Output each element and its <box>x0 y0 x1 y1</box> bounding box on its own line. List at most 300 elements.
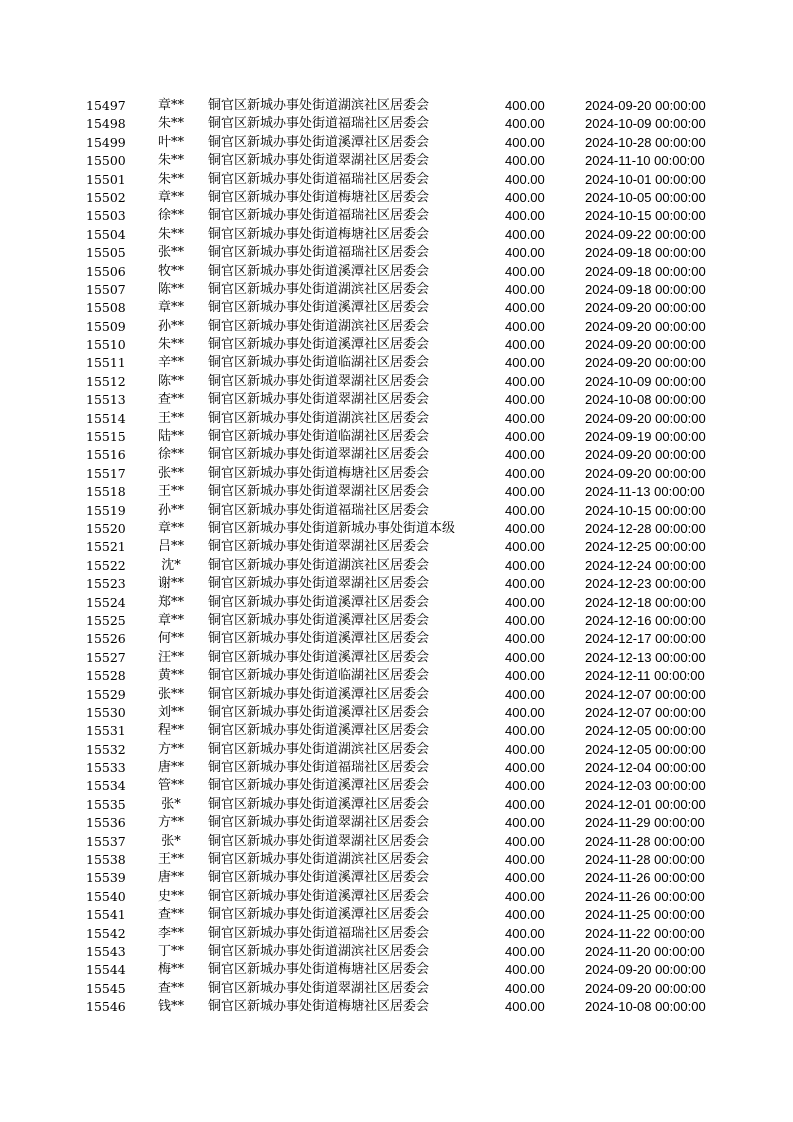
amount: 400.00 <box>505 576 545 592</box>
amount: 400.00 <box>505 355 545 371</box>
amount: 400.00 <box>505 741 545 757</box>
person-name: 张** <box>157 686 184 702</box>
organization: 铜官区新城办事处街道翠湖社区居委会 <box>208 153 430 169</box>
issue-date: 2024-10-01 00:00:00 <box>585 171 706 187</box>
issue-date: 2024-12-18 00:00:00 <box>585 594 706 610</box>
organization: 铜官区新城办事处街道福瑞社区居委会 <box>208 925 430 941</box>
record-id: 15510 <box>86 337 126 353</box>
organization: 铜官区新城办事处街道梅塘社区居委会 <box>208 999 430 1015</box>
amount: 400.00 <box>505 760 545 776</box>
record-id: 15513 <box>86 392 126 408</box>
table-row <box>0 741 793 759</box>
organization: 铜官区新城办事处街道福瑞社区居委会 <box>208 208 430 224</box>
organization: 铜官区新城办事处街道翠湖社区居委会 <box>208 373 430 389</box>
person-name: 张** <box>157 245 184 261</box>
amount: 400.00 <box>505 943 545 959</box>
issue-date: 2024-12-07 00:00:00 <box>585 704 706 720</box>
issue-date: 2024-10-15 00:00:00 <box>585 208 706 224</box>
table-row <box>0 152 793 170</box>
record-id: 15519 <box>86 502 126 518</box>
organization: 铜官区新城办事处街道湖滨社区居委会 <box>208 557 430 573</box>
record-id: 15536 <box>86 815 126 831</box>
organization: 铜官区新城办事处街道湖滨社区居委会 <box>208 852 430 868</box>
organization: 铜官区新城办事处街道福瑞社区居委会 <box>208 760 430 776</box>
person-name: 方** <box>157 741 184 757</box>
table-row <box>0 502 793 520</box>
amount: 400.00 <box>505 116 545 132</box>
organization: 铜官区新城办事处街道溪潭社区居委会 <box>208 723 430 739</box>
amount: 400.00 <box>505 245 545 261</box>
person-name: 王** <box>157 410 184 426</box>
issue-date: 2024-12-05 00:00:00 <box>585 723 706 739</box>
organization: 铜官区新城办事处街道新城办事处街道本级 <box>208 520 456 536</box>
issue-date: 2024-10-08 00:00:00 <box>585 999 706 1015</box>
table-row <box>0 888 793 906</box>
person-name: 李** <box>157 925 184 941</box>
issue-date: 2024-09-20 00:00:00 <box>585 318 706 334</box>
organization: 铜官区新城办事处街道翠湖社区居委会 <box>208 815 430 831</box>
organization: 铜官区新城办事处街道溪潭社区居委会 <box>208 300 430 316</box>
issue-date: 2024-12-01 00:00:00 <box>585 796 706 812</box>
table-row <box>0 869 793 887</box>
record-id: 15526 <box>86 631 126 647</box>
organization: 铜官区新城办事处街道溪潭社区居委会 <box>208 796 430 812</box>
issue-date: 2024-09-20 00:00:00 <box>585 300 706 316</box>
person-name: 沈* <box>161 557 181 573</box>
amount: 400.00 <box>505 502 545 518</box>
amount: 400.00 <box>505 557 545 573</box>
person-name: 辛** <box>157 355 184 371</box>
amount: 400.00 <box>505 704 545 720</box>
record-id: 15535 <box>86 796 126 812</box>
record-id: 15505 <box>86 245 126 261</box>
table-row <box>0 373 793 391</box>
table-row <box>0 851 793 869</box>
organization: 铜官区新城办事处街道溪潭社区居委会 <box>208 649 430 665</box>
table-row <box>0 704 793 722</box>
person-name: 朱** <box>157 153 184 169</box>
person-name: 章** <box>157 520 184 536</box>
record-id: 15517 <box>86 465 126 481</box>
person-name: 朱** <box>157 337 184 353</box>
amount: 400.00 <box>505 189 545 205</box>
person-name: 章** <box>157 189 184 205</box>
person-name: 张* <box>161 833 181 849</box>
table-row <box>0 594 793 612</box>
organization: 铜官区新城办事处街道溪潭社区居委会 <box>208 134 430 150</box>
organization: 铜官区新城办事处街道梅塘社区居委会 <box>208 465 430 481</box>
table-row <box>0 189 793 207</box>
record-id: 15503 <box>86 208 126 224</box>
person-name: 王** <box>157 484 184 500</box>
record-id: 15506 <box>86 263 126 279</box>
issue-date: 2024-09-20 00:00:00 <box>585 410 706 426</box>
table-row <box>0 226 793 244</box>
organization: 铜官区新城办事处街道翠湖社区居委会 <box>208 833 430 849</box>
issue-date: 2024-12-17 00:00:00 <box>585 631 706 647</box>
person-name: 管** <box>157 778 184 794</box>
record-id: 15499 <box>86 134 126 150</box>
amount: 400.00 <box>505 300 545 316</box>
person-name: 谢** <box>157 576 184 592</box>
amount: 400.00 <box>505 668 545 684</box>
table-row <box>0 538 793 556</box>
issue-date: 2024-11-10 00:00:00 <box>585 153 705 169</box>
table-row <box>0 667 793 685</box>
issue-date: 2024-09-20 00:00:00 <box>585 337 706 353</box>
issue-date: 2024-09-18 00:00:00 <box>585 281 706 297</box>
organization: 铜官区新城办事处街道翠湖社区居委会 <box>208 447 430 463</box>
record-id: 15509 <box>86 318 126 334</box>
amount: 400.00 <box>505 263 545 279</box>
table-row <box>0 998 793 1016</box>
table-row <box>0 612 793 630</box>
table-row <box>0 906 793 924</box>
record-id: 15544 <box>86 962 126 978</box>
table-row <box>0 244 793 262</box>
table-row <box>0 759 793 777</box>
issue-date: 2024-09-19 00:00:00 <box>585 429 706 445</box>
issue-date: 2024-09-20 00:00:00 <box>585 355 706 371</box>
issue-date: 2024-11-13 00:00:00 <box>585 484 705 500</box>
table-row <box>0 318 793 336</box>
record-id: 15497 <box>86 98 126 113</box>
amount: 400.00 <box>505 539 545 555</box>
issue-date: 2024-09-20 00:00:00 <box>585 98 706 113</box>
amount: 400.00 <box>505 796 545 812</box>
table-row <box>0 97 793 115</box>
table-row <box>0 557 793 575</box>
amount: 400.00 <box>505 465 545 481</box>
issue-date: 2024-12-13 00:00:00 <box>585 649 706 665</box>
amount: 400.00 <box>505 98 545 113</box>
person-name: 牧** <box>157 263 184 279</box>
issue-date: 2024-10-15 00:00:00 <box>585 502 706 518</box>
record-id: 15538 <box>86 852 126 868</box>
record-id: 15540 <box>86 888 126 904</box>
record-id: 15502 <box>86 189 126 205</box>
record-id: 15500 <box>86 153 126 169</box>
organization: 铜官区新城办事处街道湖滨社区居委会 <box>208 98 430 113</box>
amount: 400.00 <box>505 281 545 297</box>
organization: 铜官区新城办事处街道溪潭社区居委会 <box>208 263 430 279</box>
organization: 铜官区新城办事处街道临湖社区居委会 <box>208 429 430 445</box>
table-row <box>0 299 793 317</box>
record-id: 15520 <box>86 520 126 536</box>
record-id: 15533 <box>86 760 126 776</box>
table-row <box>0 630 793 648</box>
amount: 400.00 <box>505 631 545 647</box>
amount: 400.00 <box>505 373 545 389</box>
organization: 铜官区新城办事处街道溪潭社区居委会 <box>208 631 430 647</box>
person-name: 徐** <box>157 208 184 224</box>
table-row <box>0 446 793 464</box>
person-name: 王** <box>157 852 184 868</box>
issue-date: 2024-12-24 00:00:00 <box>585 557 706 573</box>
amount: 400.00 <box>505 337 545 353</box>
person-name: 朱** <box>157 116 184 132</box>
issue-date: 2024-12-16 00:00:00 <box>585 612 706 628</box>
person-name: 程** <box>157 723 184 739</box>
amount: 400.00 <box>505 392 545 408</box>
record-id: 15514 <box>86 410 126 426</box>
issue-date: 2024-12-23 00:00:00 <box>585 576 706 592</box>
amount: 400.00 <box>505 962 545 978</box>
amount: 400.00 <box>505 980 545 996</box>
amount: 400.00 <box>505 649 545 665</box>
issue-date: 2024-10-28 00:00:00 <box>585 134 706 150</box>
person-name: 徐** <box>157 447 184 463</box>
amount: 400.00 <box>505 429 545 445</box>
issue-date: 2024-09-22 00:00:00 <box>585 226 706 242</box>
amount: 400.00 <box>505 612 545 628</box>
issue-date: 2024-12-03 00:00:00 <box>585 778 706 794</box>
table-row <box>0 263 793 281</box>
issue-date: 2024-12-07 00:00:00 <box>585 686 706 702</box>
person-name: 张* <box>161 796 181 812</box>
amount: 400.00 <box>505 870 545 886</box>
record-id: 15532 <box>86 741 126 757</box>
issue-date: 2024-12-25 00:00:00 <box>585 539 706 555</box>
organization: 铜官区新城办事处街道湖滨社区居委会 <box>208 410 430 426</box>
table-row <box>0 171 793 189</box>
organization: 铜官区新城办事处街道湖滨社区居委会 <box>208 943 430 959</box>
table-row <box>0 336 793 354</box>
amount: 400.00 <box>505 888 545 904</box>
person-name: 钱** <box>157 999 184 1015</box>
person-name: 刘** <box>157 704 184 720</box>
issue-date: 2024-12-05 00:00:00 <box>585 741 706 757</box>
record-id: 15539 <box>86 870 126 886</box>
organization: 铜官区新城办事处街道临湖社区居委会 <box>208 355 430 371</box>
table-row <box>0 207 793 225</box>
person-name: 汪** <box>157 649 184 665</box>
organization: 铜官区新城办事处街道翠湖社区居委会 <box>208 392 430 408</box>
table-row <box>0 354 793 372</box>
table-row <box>0 428 793 446</box>
person-name: 陆** <box>157 429 184 445</box>
table-row <box>0 925 793 943</box>
amount: 400.00 <box>505 778 545 794</box>
record-id: 15512 <box>86 373 126 389</box>
table-row <box>0 465 793 483</box>
amount: 400.00 <box>505 318 545 334</box>
issue-date: 2024-09-18 00:00:00 <box>585 263 706 279</box>
table-row <box>0 649 793 667</box>
organization: 铜官区新城办事处街道溪潭社区居委会 <box>208 870 430 886</box>
organization: 铜官区新城办事处街道湖滨社区居委会 <box>208 741 430 757</box>
organization: 铜官区新城办事处街道梅塘社区居委会 <box>208 962 430 978</box>
amount: 400.00 <box>505 134 545 150</box>
organization: 铜官区新城办事处街道翠湖社区居委会 <box>208 539 430 555</box>
organization: 铜官区新城办事处街道梅塘社区居委会 <box>208 226 430 242</box>
person-name: 查** <box>157 392 184 408</box>
amount: 400.00 <box>505 226 545 242</box>
issue-date: 2024-10-08 00:00:00 <box>585 392 706 408</box>
record-id: 15516 <box>86 447 126 463</box>
amount: 400.00 <box>505 208 545 224</box>
person-name: 章** <box>157 98 184 113</box>
amount: 400.00 <box>505 723 545 739</box>
record-id: 15542 <box>86 925 126 941</box>
issue-date: 2024-11-25 00:00:00 <box>585 907 705 923</box>
person-name: 查** <box>157 907 184 923</box>
record-id: 15511 <box>86 355 126 371</box>
organization: 铜官区新城办事处街道福瑞社区居委会 <box>208 171 430 187</box>
person-name: 朱** <box>157 226 184 242</box>
organization: 铜官区新城办事处街道翠湖社区居委会 <box>208 980 430 996</box>
issue-date: 2024-10-09 00:00:00 <box>585 116 706 132</box>
organization: 铜官区新城办事处街道溪潭社区居委会 <box>208 888 430 904</box>
person-name: 唐** <box>157 870 184 886</box>
issue-date: 2024-09-20 00:00:00 <box>585 980 706 996</box>
organization: 铜官区新城办事处街道临湖社区居委会 <box>208 668 430 684</box>
amount: 400.00 <box>505 410 545 426</box>
issue-date: 2024-11-29 00:00:00 <box>585 815 705 831</box>
record-id: 15524 <box>86 594 126 610</box>
table-row <box>0 814 793 832</box>
person-name: 陈** <box>157 373 184 389</box>
table-row <box>0 980 793 998</box>
record-id: 15543 <box>86 943 126 959</box>
table-row <box>0 115 793 133</box>
issue-date: 2024-12-04 00:00:00 <box>585 760 706 776</box>
amount: 400.00 <box>505 907 545 923</box>
record-id: 15523 <box>86 576 126 592</box>
organization: 铜官区新城办事处街道福瑞社区居委会 <box>208 502 430 518</box>
issue-date: 2024-11-20 00:00:00 <box>585 943 705 959</box>
organization: 铜官区新城办事处街道溪潭社区居委会 <box>208 907 430 923</box>
organization: 铜官区新城办事处街道福瑞社区居委会 <box>208 245 430 261</box>
person-name: 孙** <box>157 502 184 518</box>
organization: 铜官区新城办事处街道溪潭社区居委会 <box>208 594 430 610</box>
amount: 400.00 <box>505 686 545 702</box>
amount: 400.00 <box>505 815 545 831</box>
organization: 铜官区新城办事处街道溪潭社区居委会 <box>208 704 430 720</box>
record-id: 15527 <box>86 649 126 665</box>
record-id: 15528 <box>86 668 126 684</box>
table-row <box>0 391 793 409</box>
issue-date: 2024-10-05 00:00:00 <box>585 189 706 205</box>
amount: 400.00 <box>505 852 545 868</box>
person-name: 叶** <box>157 134 184 150</box>
table-row <box>0 410 793 428</box>
issue-date: 2024-11-28 00:00:00 <box>585 833 705 849</box>
record-id: 15521 <box>86 539 126 555</box>
person-name: 孙** <box>157 318 184 334</box>
record-id: 15531 <box>86 723 126 739</box>
issue-date: 2024-09-20 00:00:00 <box>585 962 706 978</box>
issue-date: 2024-11-22 00:00:00 <box>585 925 705 941</box>
issue-date: 2024-09-20 00:00:00 <box>585 447 706 463</box>
subsidy-record-list <box>0 97 793 1017</box>
organization: 铜官区新城办事处街道溪潭社区居委会 <box>208 686 430 702</box>
amount: 400.00 <box>505 999 545 1015</box>
record-id: 15530 <box>86 704 126 720</box>
table-row <box>0 796 793 814</box>
record-id: 15522 <box>86 557 126 573</box>
person-name: 朱** <box>157 171 184 187</box>
table-row <box>0 777 793 795</box>
person-name: 何** <box>157 631 184 647</box>
issue-date: 2024-09-18 00:00:00 <box>585 245 706 261</box>
table-row <box>0 281 793 299</box>
record-id: 15507 <box>86 281 126 297</box>
person-name: 章** <box>157 300 184 316</box>
record-id: 15529 <box>86 686 126 702</box>
table-row <box>0 134 793 152</box>
table-row <box>0 520 793 538</box>
amount: 400.00 <box>505 594 545 610</box>
person-name: 章** <box>157 612 184 628</box>
organization: 铜官区新城办事处街道福瑞社区居委会 <box>208 116 430 132</box>
amount: 400.00 <box>505 833 545 849</box>
person-name: 唐** <box>157 760 184 776</box>
person-name: 陈** <box>157 281 184 297</box>
issue-date: 2024-11-28 00:00:00 <box>585 852 705 868</box>
issue-date: 2024-10-09 00:00:00 <box>585 373 706 389</box>
table-row <box>0 833 793 851</box>
person-name: 吕** <box>157 539 184 555</box>
organization: 铜官区新城办事处街道梅塘社区居委会 <box>208 189 430 205</box>
amount: 400.00 <box>505 171 545 187</box>
person-name: 史** <box>157 888 184 904</box>
record-id: 15498 <box>86 116 126 132</box>
issue-date: 2024-09-20 00:00:00 <box>585 465 706 481</box>
organization: 铜官区新城办事处街道溪潭社区居委会 <box>208 337 430 353</box>
amount: 400.00 <box>505 484 545 500</box>
table-row <box>0 575 793 593</box>
person-name: 黄** <box>157 668 184 684</box>
person-name: 查** <box>157 980 184 996</box>
issue-date: 2024-11-26 00:00:00 <box>585 888 705 904</box>
record-id: 15545 <box>86 980 126 996</box>
organization: 铜官区新城办事处街道翠湖社区居委会 <box>208 484 430 500</box>
record-id: 15504 <box>86 226 126 242</box>
issue-date: 2024-11-26 00:00:00 <box>585 870 705 886</box>
record-id: 15518 <box>86 484 126 500</box>
person-name: 方** <box>157 815 184 831</box>
record-id: 15525 <box>86 612 126 628</box>
organization: 铜官区新城办事处街道湖滨社区居委会 <box>208 318 430 334</box>
record-id: 15534 <box>86 778 126 794</box>
table-row <box>0 722 793 740</box>
amount: 400.00 <box>505 153 545 169</box>
amount: 400.00 <box>505 447 545 463</box>
issue-date: 2024-12-11 00:00:00 <box>585 668 705 684</box>
record-id: 15541 <box>86 907 126 923</box>
record-id: 15515 <box>86 429 126 445</box>
issue-date: 2024-12-28 00:00:00 <box>585 520 706 536</box>
person-name: 郑** <box>157 594 184 610</box>
person-name: 丁** <box>157 943 184 959</box>
table-row <box>0 961 793 979</box>
table-row <box>0 686 793 704</box>
amount: 400.00 <box>505 925 545 941</box>
record-id: 15546 <box>86 999 126 1015</box>
record-id: 15508 <box>86 300 126 316</box>
person-name: 梅** <box>157 962 184 978</box>
organization: 铜官区新城办事处街道湖滨社区居委会 <box>208 281 430 297</box>
person-name: 张** <box>157 465 184 481</box>
organization: 铜官区新城办事处街道翠湖社区居委会 <box>208 576 430 592</box>
table-row <box>0 943 793 961</box>
table-row <box>0 483 793 501</box>
organization: 铜官区新城办事处街道溪潭社区居委会 <box>208 612 430 628</box>
amount: 400.00 <box>505 520 545 536</box>
record-id: 15537 <box>86 833 126 849</box>
organization: 铜官区新城办事处街道溪潭社区居委会 <box>208 778 430 794</box>
